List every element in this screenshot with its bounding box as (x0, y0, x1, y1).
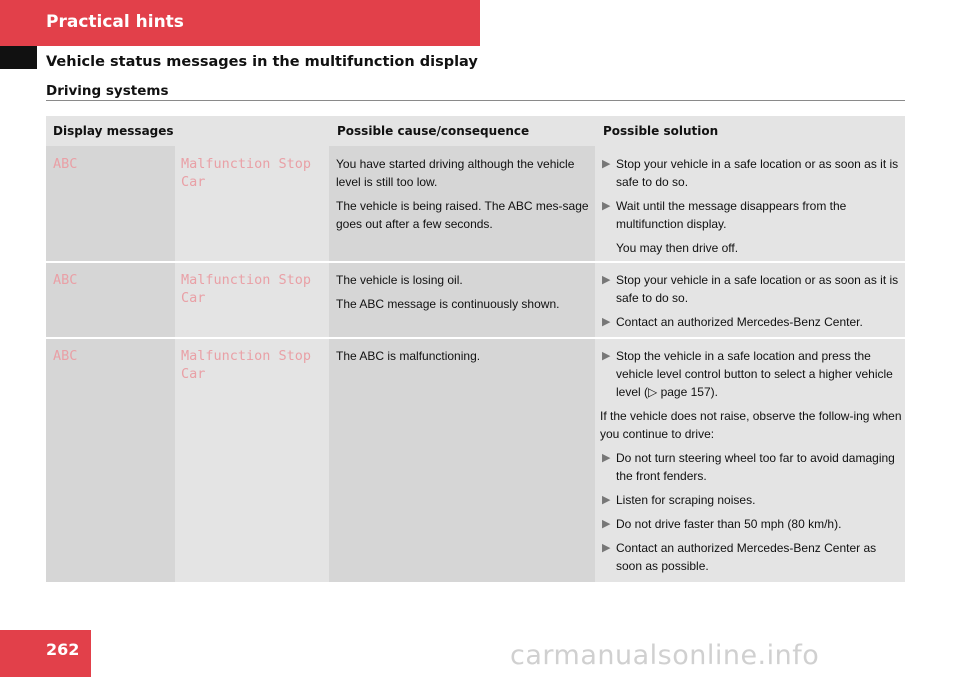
display-code: ABC (53, 348, 78, 364)
display-message: Malfunction Stop Car (181, 348, 312, 382)
solution-cell (602, 155, 902, 263)
solution-text: Contact an authorized Mercedes-Benz Center. (616, 315, 863, 329)
arrow-right-icon: ▶ (602, 452, 611, 464)
section-tab-title: Practical hints (46, 12, 184, 32)
column-header-cause: Possible cause/consequence (337, 124, 530, 138)
solution-text: Listen for scraping noises. (616, 493, 756, 507)
solution-text: Do not drive faster than 50 mph (80 km/h). (616, 517, 842, 531)
solution-step (602, 539, 902, 575)
solution-note: You may then drive off. (616, 241, 739, 255)
arrow-right-icon: ▶ (602, 350, 611, 362)
cause-cell (336, 347, 598, 371)
solution-step (602, 197, 902, 233)
arrow-right-icon: ▶ (602, 274, 611, 286)
solution-step (602, 491, 902, 509)
cause-text: The ABC message is continuously shown. (336, 297, 560, 311)
cause-text: The ABC is malfunctioning. (336, 349, 481, 363)
arrow-right-icon: ▶ (602, 158, 611, 170)
page-heading: Vehicle status messages in the multifunction display (46, 54, 478, 70)
table-row (46, 338, 905, 582)
solution-note: If the vehicle does not raise, observe the follow-ing when you continue to drive: (600, 409, 902, 441)
column-header-solution: Possible solution (603, 124, 719, 138)
page-number: 262 (46, 640, 80, 659)
solution-step (602, 515, 902, 533)
solution-text: Stop your vehicle in a safe location or as soon as it is safe to do so. (616, 273, 899, 305)
display-code: ABC (53, 272, 78, 288)
display-message: Malfunction Stop Car (181, 272, 312, 306)
solution-cell (602, 271, 902, 337)
solution-text: Do not turn steering wheel too far to avoid damaging the front fenders. (616, 451, 895, 483)
display-message: Malfunction Stop Car (181, 156, 312, 190)
cause-text: The vehicle is being raised. The ABC mes-sage goes out after a few seconds. (336, 199, 589, 231)
solution-text: Stop the vehicle in a safe location and press the vehicle level control button to select a higher vehicle level (▷ page 157). (616, 349, 893, 399)
cause-cell (336, 155, 598, 239)
arrow-right-icon: ▶ (602, 518, 611, 530)
arrow-right-icon: ▶ (602, 316, 611, 328)
cause-text: The vehicle is losing oil. (336, 273, 463, 287)
cause-text: You have started driving although the vehicle level is still too low. (336, 157, 575, 189)
solution-cell (602, 347, 902, 581)
arrow-right-icon: ▶ (602, 200, 611, 212)
table-row (46, 262, 905, 338)
solution-step (602, 313, 902, 331)
watermark: carmanualsonline.info (510, 640, 820, 671)
section-divider (46, 100, 905, 101)
cause-cell (336, 271, 598, 319)
arrow-right-icon: ▶ (602, 494, 611, 506)
status-messages-table (46, 116, 905, 582)
column-header-display-messages: Display messages (53, 124, 174, 138)
arrow-right-icon: ▶ (602, 542, 611, 554)
table-row (46, 146, 905, 262)
margin-marker (0, 46, 37, 69)
solution-text: Contact an authorized Mercedes-Benz Center as soon as possible. (616, 541, 877, 573)
solution-step (602, 347, 902, 401)
solution-step (602, 271, 902, 307)
solution-text: Wait until the message disappears from the multifunction display. (616, 199, 847, 231)
display-code: ABC (53, 156, 78, 172)
solution-step (602, 155, 902, 191)
section-heading: Driving systems (46, 83, 169, 99)
solution-step (602, 449, 902, 485)
solution-text: Stop your vehicle in a safe location or as soon as it is safe to do so. (616, 157, 899, 189)
